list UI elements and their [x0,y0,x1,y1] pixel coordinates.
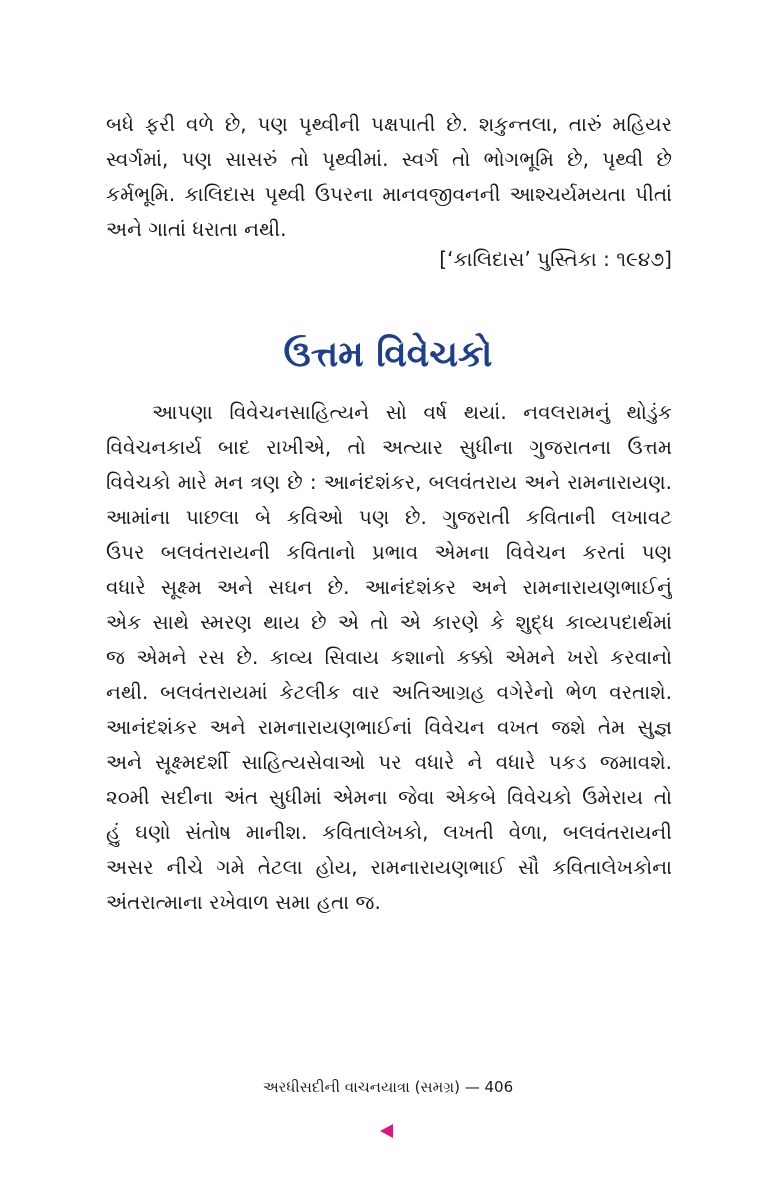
essay-line: વિવેચકો મારે મન ત્રણ છે : આનંદશંકર, બલવંતરાય અને રામનારાયણ. [106,470,672,494]
left-triangle-arrow-icon[interactable] [380,1124,393,1138]
essay-line: ઉપર બલવંતરાયની કવિતાનો પ્રભાવ એમના વિવેચન કરતાં પણ [106,540,672,564]
essay-line: એક સાથે સ્મરણ થાય છે એ તો એ કારણે કે શુદ્ધ કાવ્યપદાર્થમાં [106,610,672,634]
essay-line: અને સૂક્ષ્મદર્શી સાહિત્યસેવાઓ પર વધારે ને વધારે પકડ જમાવશે. [106,750,672,774]
source-citation: [‘કાલિદાસ’ પુસ્તિકા : ૧૯૪૭] [439,247,672,271]
essay-title: ઉત્તમ વિવેચકો [283,334,493,375]
essay-line: નથી. બલવંતરાયમાં કેટલીક વાર અતિઆગ્રહ વગેરેનો ભેળ વરતાશે. [106,680,672,704]
essay-line: અંતરાત્માના રખેવાળ સમા હતા જ. [106,890,381,914]
essay-line: જ એમને રસ છે. કાવ્ય સિવાય કશાનો કક્કો એમને ખરો કરવાનો [106,645,672,669]
essay-paragraph [106,395,672,920]
essay-line: વધારે સૂક્ષ્મ અને સઘન છે. આનંદશંકર અને રામનારાયણભાઈનું [106,575,672,599]
essay-line: અસર નીચે ગમે તેટલા હોય, રામનારાયણભાઈ સૌ કવિતાલેખકોના [106,855,672,879]
essay-line: આમાંના પાછલા બે કવિઓ પણ છે. ગુજરાતી કવિતાની લખાવટ [106,505,672,529]
intro-paragraph [106,107,672,247]
essay-line: આપણા વિવેચનસાહિત્યને સો વર્ષ થયાં. નવલરામનું થોડુંક [152,400,672,424]
intro-line: બધે ફરી વળે છે, પણ પૃથ્વીની પક્ષપાતી છે. શકુન્તલા, તારું મહિયર [106,112,672,136]
essay-line: હું ઘણો સંતોષ માનીશ. કવિતાલેખકો, લખતી વેળા, બલવંતરાયની [106,820,672,844]
intro-line: અને ગાતાં ધરાતા નથી. [106,217,287,241]
page-footer: અરધીસદીની વાચનયાત્રા (સમગ્ર) — 406 [262,1078,514,1096]
essay-line: ૨૦મી સદીના અંત સુધીમાં એમના જેવા એકબે વિવેચકો ઉમેરાય તો [106,785,672,809]
intro-line: સ્વર્ગમાં, પણ સાસરું તો પૃથ્વીમાં. સ્વર્ગ તો ભોગભૂમિ છે, પૃથ્વી છે [106,147,672,171]
essay-line: વિવેચનકાર્ય બાદ રાખીએ, તો અત્યાર સુધીના ગુજરાતના ઉત્તમ [106,435,672,459]
essay-line: આનંદશંકર અને રામનારાયણભાઈનાં વિવેચન વખત જશે તેમ સુજ્ઞ [106,715,672,739]
intro-line: કર્મભૂમિ. કાલિદાસ પૃથ્વી ઉપરના માનવજીવનની આશ્ચર્યમયતા પીતાં [106,182,672,206]
